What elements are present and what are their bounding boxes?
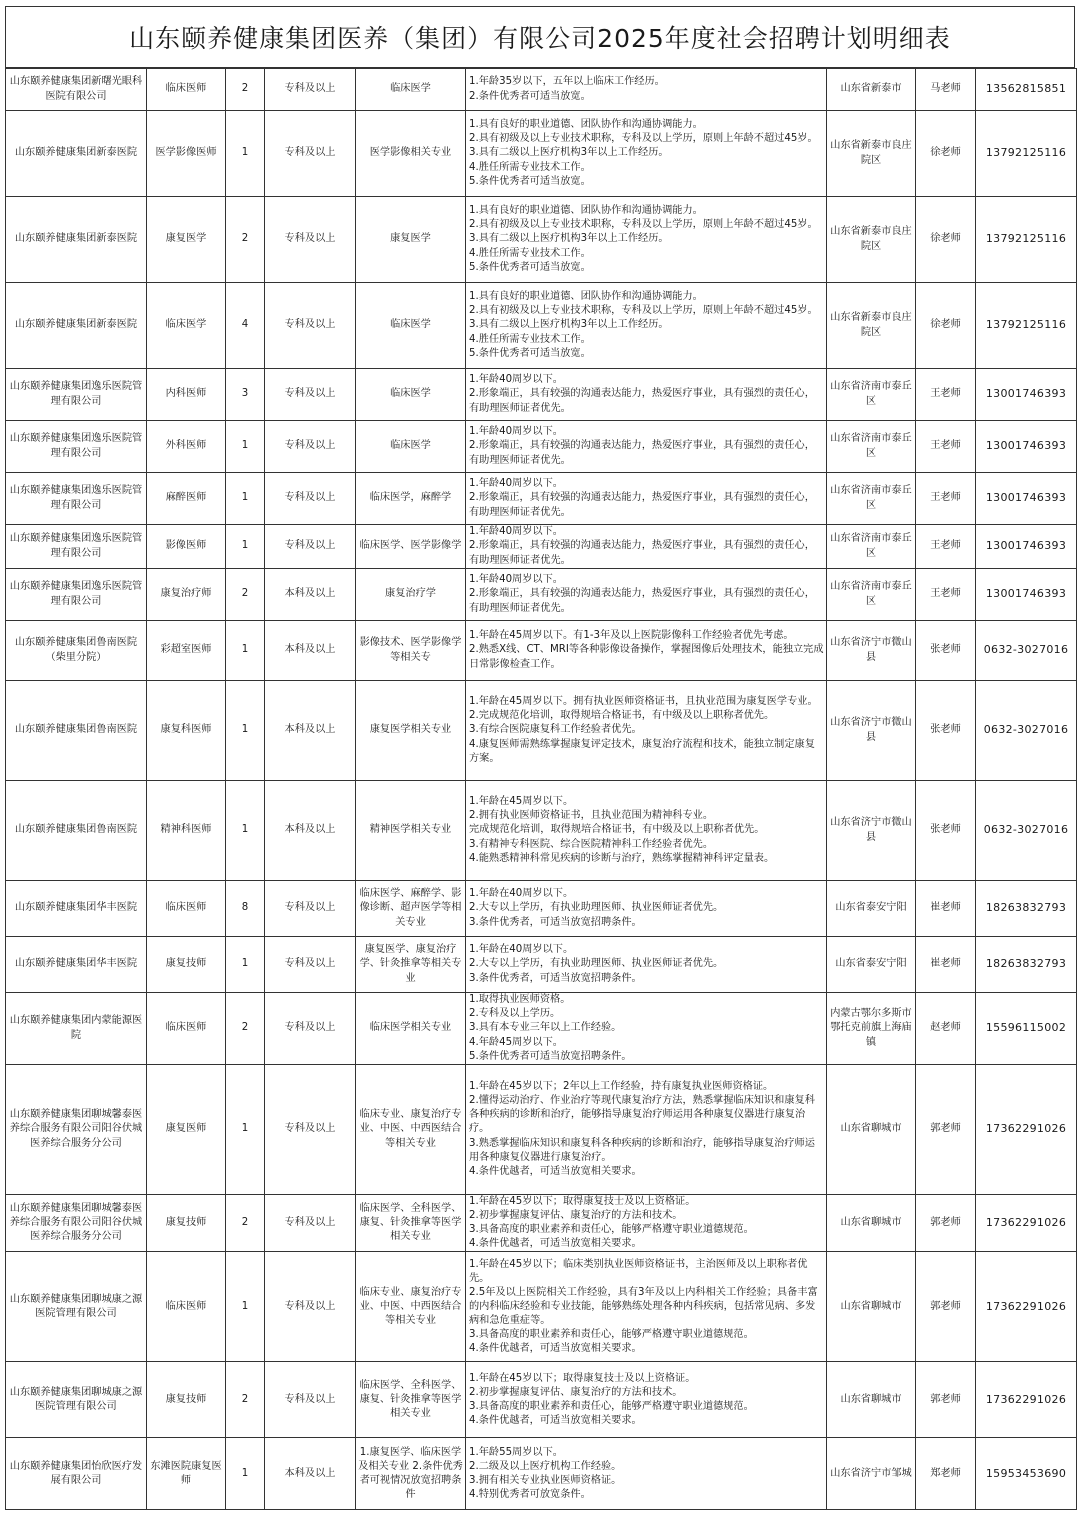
contact-cell: 崔老师 xyxy=(916,881,976,937)
requirement-line: 2.具有初级及以上专业技术职称，专科及以上学历，原则上年龄不超过45岁。 xyxy=(469,305,818,317)
table-row xyxy=(6,421,1077,473)
major-cell: 临床医学 xyxy=(356,283,466,369)
company-cell: 山东颐养健康集团鲁南医院（柴里分院） xyxy=(6,621,147,681)
table-row xyxy=(6,1065,1077,1195)
contact-cell: 王老师 xyxy=(916,525,976,569)
count-cell: 2 xyxy=(226,993,265,1065)
company-cell: 山东颐养健康集团新曙光眼科医院有限公司 xyxy=(6,69,147,111)
requirement-line: 4.能熟悉精神科常见疾病的诊断与治疗，熟练掌握精神科评定量表。 xyxy=(469,852,775,864)
table-row xyxy=(6,111,1077,197)
table-row xyxy=(6,1252,1077,1362)
company-cell: 山东颐养健康集团鲁南医院 xyxy=(6,681,147,781)
contact-cell: 王老师 xyxy=(916,369,976,421)
requirement-line: 3.熟悉掌握临床知识和康复科各种疾病的诊断和治疗，能够指导康复治疗师运用各种康复仪器进行康复治疗。 xyxy=(469,1137,815,1163)
position-cell: 内科医师 xyxy=(147,369,226,421)
education-cell: 专科及以上 xyxy=(265,69,356,111)
requirement-line: 2.初步掌握康复评估、康复治疗的方法和技术。 xyxy=(469,1210,683,1222)
major-cell: 临床医学 xyxy=(356,69,466,111)
location-cell: 内蒙古鄂尔多斯市鄂托克前旗上海庙镇 xyxy=(827,993,916,1065)
requirement-line: 2.形象端正，具有较强的沟通表达能力，热爱医疗事业，具有强烈的责任心，有助理医师证者优先。 xyxy=(469,588,815,614)
education-cell: 专科及以上 xyxy=(265,369,356,421)
requirement-line: 1.年龄在45岁以下；临床类别执业医师资格证书，主治医师及以上职称者优先。 xyxy=(469,1258,808,1284)
contact-cell: 张老师 xyxy=(916,781,976,881)
phone-cell: 0632-3027016 xyxy=(976,621,1077,681)
requirement-line: 1.年龄在45岁以下；取得康复技士及以上资格证。 xyxy=(469,1372,696,1384)
location-cell: 山东省济宁市微山县 xyxy=(827,621,916,681)
recruitment-table xyxy=(5,68,1077,1510)
position-cell: 临床医师 xyxy=(147,69,226,111)
phone-cell: 13001746393 xyxy=(976,421,1077,473)
position-cell: 影像医师 xyxy=(147,525,226,569)
phone-cell: 13562815851 xyxy=(976,69,1077,111)
requirement-line: 4.条件优越者，可适当放宽相关要求。 xyxy=(469,1165,642,1177)
major-cell: 精神医学相关专业 xyxy=(356,781,466,881)
table-body xyxy=(6,69,1077,1510)
location-cell: 山东省聊城市 xyxy=(827,1362,916,1438)
requirement-line: 3.有精神专科医院、综合医院精神科工作经验者优先。 xyxy=(469,838,714,850)
location-cell: 山东省济南市泰丘区 xyxy=(827,569,916,621)
position-cell: 康复技师 xyxy=(147,937,226,993)
requirement-line: 2.拥有执业医师资格证书，且执业范围为精神科专业。 xyxy=(469,810,714,822)
education-cell: 专科及以上 xyxy=(265,1252,356,1362)
requirement-line: 4.条件优越者，可适当放宽相关要求。 xyxy=(469,1414,642,1426)
location-cell: 山东省聊城市 xyxy=(827,1065,916,1195)
requirements-cell xyxy=(466,569,827,621)
count-cell: 3 xyxy=(226,369,265,421)
position-cell: 康复治疗师 xyxy=(147,569,226,621)
requirement-line: 1.年龄在45周岁以下。有1-3年及以上医院影像科工作经验者优先考虑。 xyxy=(469,630,794,642)
requirement-line: 5.条件优秀者可适当放宽。 xyxy=(469,175,591,187)
major-cell: 临床医学、麻醉学、影像诊断、超声医学等相关专业 xyxy=(356,881,466,937)
requirement-line: 4.康复医师需熟练掌握康复评定技术，康复治疗流程和技术，能独立制定康复方案。 xyxy=(469,738,815,764)
contact-cell: 徐老师 xyxy=(916,283,976,369)
phone-cell: 13792125116 xyxy=(976,111,1077,197)
requirement-line: 1.年龄40周岁以下。 xyxy=(469,426,563,438)
page-title: 山东颐养健康集团医养（集团）有限公司2025年度社会招聘计划明细表 xyxy=(129,24,951,53)
education-cell: 本科及以上 xyxy=(265,569,356,621)
requirement-line: 2.形象端正，具有较强的沟通表达能力，热爱医疗事业，具有强烈的责任心，有助理医师证者优先。 xyxy=(469,440,815,466)
company-cell: 山东颐养健康集团华丰医院 xyxy=(6,937,147,993)
position-cell: 东滩医院康复医师 xyxy=(147,1438,226,1510)
phone-cell: 13001746393 xyxy=(976,473,1077,525)
position-cell: 临床医师 xyxy=(147,881,226,937)
requirement-line: 2.具有初级及以上专业技术职称，专科及以上学历，原则上年龄不超过45岁。 xyxy=(469,133,818,145)
location-cell: 山东省济南市泰丘区 xyxy=(827,369,916,421)
location-cell: 山东省济宁市微山县 xyxy=(827,681,916,781)
count-cell: 2 xyxy=(226,197,265,283)
position-cell: 康复医师 xyxy=(147,1065,226,1195)
requirement-line: 2.形象端正，具有较强的沟通表达能力，热爱医疗事业，具有强烈的责任心，有助理医师证者优先。 xyxy=(469,388,815,414)
requirements-cell xyxy=(466,473,827,525)
company-cell: 山东颐养健康集团鲁南医院 xyxy=(6,781,147,881)
table-row xyxy=(6,369,1077,421)
requirement-line: 5.条件优秀者可适当放宽招聘条件。 xyxy=(469,1050,632,1062)
table-row xyxy=(6,681,1077,781)
requirement-line: 4.条件优越者，可适当放宽相关要求。 xyxy=(469,1343,642,1355)
requirement-line: 2.熟悉X线、CT、MRI等各种影像设备操作，掌握图像后处理技术，能独立完成日常影像检查工作。 xyxy=(469,644,824,670)
table-row xyxy=(6,621,1077,681)
phone-cell: 0632-3027016 xyxy=(976,781,1077,881)
requirement-line: 3.具有本专业三年以上工作经验。 xyxy=(469,1022,622,1034)
count-cell: 4 xyxy=(226,283,265,369)
table-row xyxy=(6,69,1077,111)
major-cell: 康复医学相关专业 xyxy=(356,681,466,781)
position-cell: 临床医学 xyxy=(147,283,226,369)
requirements-cell xyxy=(466,69,827,111)
requirement-line: 1.年龄40周岁以下。 xyxy=(469,374,563,386)
requirement-line: 1.具有良好的职业道德、团队协作和沟通协调能力。 xyxy=(469,291,703,303)
requirement-line: 1.年龄55周岁以下。 xyxy=(469,1446,563,1458)
requirements-cell xyxy=(466,937,827,993)
table-row xyxy=(6,993,1077,1065)
requirement-line: 2.大专以上学历，有执业助理医师、执业医师证者优先。 xyxy=(469,902,724,914)
requirement-line: 2.具有初级及以上专业技术职称，专科及以上学历，原则上年龄不超过45岁。 xyxy=(469,219,818,231)
count-cell: 1 xyxy=(226,621,265,681)
count-cell: 1 xyxy=(226,421,265,473)
requirements-cell xyxy=(466,993,827,1065)
requirement-line: 4.特别优秀者可放宽条件。 xyxy=(469,1488,591,1500)
table-row xyxy=(6,1438,1077,1510)
requirements-cell xyxy=(466,881,827,937)
count-cell: 1 xyxy=(226,781,265,881)
location-cell: 山东省济宁市邹城 xyxy=(827,1438,916,1510)
location-cell: 山东省新泰市良庄院区 xyxy=(827,197,916,283)
company-cell: 山东颐养健康集团新泰医院 xyxy=(6,111,147,197)
contact-cell: 徐老师 xyxy=(916,111,976,197)
requirement-line: 3.条件优秀者，可适当放宽招聘条件。 xyxy=(469,972,642,984)
requirements-cell xyxy=(466,283,827,369)
contact-cell: 郭老师 xyxy=(916,1362,976,1438)
contact-cell: 马老师 xyxy=(916,69,976,111)
contact-cell: 王老师 xyxy=(916,421,976,473)
requirement-line: 4.条件优越者，可适当放宽相关要求。 xyxy=(469,1238,642,1250)
table-row xyxy=(6,569,1077,621)
count-cell: 1 xyxy=(226,937,265,993)
table-row xyxy=(6,937,1077,993)
count-cell: 2 xyxy=(226,1195,265,1252)
major-cell: 康复医学、康复治疗学、针灸推拿等相关专业 xyxy=(356,937,466,993)
education-cell: 专科及以上 xyxy=(265,197,356,283)
table-row xyxy=(6,197,1077,283)
requirement-line: 4.年龄45周岁以下。 xyxy=(469,1036,563,1048)
phone-cell: 17362291026 xyxy=(976,1195,1077,1252)
requirement-line: 3.具备高度的职业素养和责任心，能够严格遵守职业道德规范。 xyxy=(469,1329,754,1341)
count-cell: 1 xyxy=(226,681,265,781)
education-cell: 本科及以上 xyxy=(265,781,356,881)
company-cell: 山东颐养健康集团聊城馨泰医养综合服务有限公司阳谷伏城医养综合服务分公司 xyxy=(6,1065,147,1195)
company-cell: 山东颐养健康集团逸乐医院管理有限公司 xyxy=(6,569,147,621)
requirement-line: 1.年龄在40周岁以下。 xyxy=(469,888,574,900)
position-cell: 临床医师 xyxy=(147,993,226,1065)
contact-cell: 王老师 xyxy=(916,473,976,525)
position-cell: 康复技师 xyxy=(147,1362,226,1438)
contact-cell: 郭老师 xyxy=(916,1195,976,1252)
major-cell: 临床医学、医学影像学 xyxy=(356,525,466,569)
phone-cell: 17362291026 xyxy=(976,1362,1077,1438)
requirements-cell xyxy=(466,1252,827,1362)
requirements-cell xyxy=(466,1195,827,1252)
position-cell: 彩超室医师 xyxy=(147,621,226,681)
requirements-cell xyxy=(466,111,827,197)
requirement-line: 3.具备高度的职业素养和责任心，能够严格遵守职业道德规范。 xyxy=(469,1400,754,1412)
education-cell: 专科及以上 xyxy=(265,111,356,197)
education-cell: 专科及以上 xyxy=(265,1195,356,1252)
education-cell: 专科及以上 xyxy=(265,1065,356,1195)
requirements-cell xyxy=(466,681,827,781)
requirement-line: 3.拥有相关专业执业医师资格证。 xyxy=(469,1474,622,1486)
company-cell: 山东颐养健康集团聊城馨泰医养综合服务有限公司阳谷伏城医养综合服务分公司 xyxy=(6,1195,147,1252)
major-cell: 临床专业、康复治疗专业、中医、中西医结合等相关专业 xyxy=(356,1065,466,1195)
requirement-line: 3.具备高度的职业素养和责任心，能够严格遵守职业道德规范。 xyxy=(469,1224,754,1236)
count-cell: 1 xyxy=(226,1065,265,1195)
company-cell: 山东颐养健康集团逸乐医院管理有限公司 xyxy=(6,369,147,421)
table-row xyxy=(6,283,1077,369)
table-row xyxy=(6,525,1077,569)
requirement-line: 1.年龄在40周岁以下。 xyxy=(469,944,574,956)
major-cell: 康复治疗学 xyxy=(356,569,466,621)
position-cell: 临床医师 xyxy=(147,1252,226,1362)
requirement-line: 1.年龄40周岁以下。 xyxy=(469,526,563,538)
company-cell: 山东颐养健康集团新泰医院 xyxy=(6,283,147,369)
requirement-line: 1.取得执业医师资格。 xyxy=(469,994,571,1006)
company-cell: 山东颐养健康集团聊城康之源医院管理有限公司 xyxy=(6,1252,147,1362)
location-cell: 山东省济南市泰丘区 xyxy=(827,525,916,569)
education-cell: 专科及以上 xyxy=(265,1362,356,1438)
phone-cell: 15953453690 xyxy=(976,1438,1077,1510)
education-cell: 专科及以上 xyxy=(265,283,356,369)
location-cell: 山东省泰安宁阳 xyxy=(827,937,916,993)
requirements-cell xyxy=(466,197,827,283)
requirement-line: 1.年龄在45岁以下；取得康复技士及以上资格证。 xyxy=(469,1196,696,1207)
phone-cell: 13792125116 xyxy=(976,283,1077,369)
contact-cell: 张老师 xyxy=(916,681,976,781)
contact-cell: 郑老师 xyxy=(916,1438,976,1510)
major-cell: 临床医学相关专业 xyxy=(356,993,466,1065)
location-cell: 山东省济南市泰丘区 xyxy=(827,421,916,473)
count-cell: 2 xyxy=(226,569,265,621)
requirement-line: 2.初步掌握康复评估、康复治疗的方法和技术。 xyxy=(469,1386,683,1398)
requirement-line: 2.条件优秀者可适当放宽。 xyxy=(469,90,591,102)
company-cell: 山东颐养健康集团逸乐医院管理有限公司 xyxy=(6,473,147,525)
company-cell: 山东颐养健康集团华丰医院 xyxy=(6,881,147,937)
education-cell: 专科及以上 xyxy=(265,421,356,473)
major-cell: 临床医学 xyxy=(356,369,466,421)
requirement-line: 1.年龄40周岁以下。 xyxy=(469,478,563,490)
company-cell: 山东颐养健康集团逸乐医院管理有限公司 xyxy=(6,421,147,473)
contact-cell: 徐老师 xyxy=(916,197,976,283)
requirements-cell xyxy=(466,421,827,473)
major-cell: 1.康复医学、临床医学及相关专业 2.条件优秀者可视情况放宽招聘条件 xyxy=(356,1438,466,1510)
education-cell: 专科及以上 xyxy=(265,881,356,937)
requirements-cell xyxy=(466,781,827,881)
phone-cell: 13792125116 xyxy=(976,197,1077,283)
position-cell: 康复医学 xyxy=(147,197,226,283)
education-cell: 本科及以上 xyxy=(265,1438,356,1510)
requirements-cell xyxy=(466,1438,827,1510)
phone-cell: 17362291026 xyxy=(976,1065,1077,1195)
requirement-line: 1.具有良好的职业道德、团队协作和沟通协调能力。 xyxy=(469,205,703,217)
phone-cell: 18263832793 xyxy=(976,881,1077,937)
requirement-line: 1.年龄35岁以下，五年以上临床工作经历。 xyxy=(469,76,665,88)
requirement-line: 3.条件优秀者，可适当放宽招聘条件。 xyxy=(469,916,642,928)
requirements-cell xyxy=(466,369,827,421)
phone-cell: 17362291026 xyxy=(976,1252,1077,1362)
location-cell: 山东省新泰市良庄院区 xyxy=(827,111,916,197)
company-cell: 山东颐养健康集团内蒙能源医院 xyxy=(6,993,147,1065)
requirement-line: 1.年龄在45周岁以下。拥有执业医师资格证书，且执业范围为康复医学专业。 xyxy=(469,696,818,708)
phone-cell: 13001746393 xyxy=(976,569,1077,621)
position-cell: 医学影像医师 xyxy=(147,111,226,197)
location-cell: 山东省济宁市微山县 xyxy=(827,781,916,881)
phone-cell: 13001746393 xyxy=(976,369,1077,421)
major-cell: 临床医学、全科医学、康复、针灸推拿等医学相关专业 xyxy=(356,1362,466,1438)
location-cell: 山东省新泰市 xyxy=(827,69,916,111)
count-cell: 2 xyxy=(226,69,265,111)
count-cell: 1 xyxy=(226,473,265,525)
requirement-line: 1.具有良好的职业道德、团队协作和沟通协调能力。 xyxy=(469,119,703,131)
location-cell: 山东省泰安宁阳 xyxy=(827,881,916,937)
table-row xyxy=(6,1195,1077,1252)
major-cell: 临床医学，麻醉学 xyxy=(356,473,466,525)
requirement-line: 3.有综合医院康复科工作经验者优先。 xyxy=(469,724,642,736)
count-cell: 2 xyxy=(226,1362,265,1438)
requirement-line: 2.专科及以上学历。 xyxy=(469,1008,561,1020)
contact-cell: 郭老师 xyxy=(916,1065,976,1195)
location-cell: 山东省聊城市 xyxy=(827,1252,916,1362)
position-cell: 精神科医师 xyxy=(147,781,226,881)
requirement-line: 5.条件优秀者可适当放宽。 xyxy=(469,261,591,273)
education-cell: 本科及以上 xyxy=(265,621,356,681)
requirement-line: 3.具有二级以上医疗机构3年以上工作经历。 xyxy=(469,147,669,159)
requirement-line: 完成规范化培训，取得规培合格证书，有中级及以上职称者优先。 xyxy=(469,824,765,836)
company-cell: 山东颐养健康集团聊城康之源医院管理有限公司 xyxy=(6,1362,147,1438)
position-cell: 外科医师 xyxy=(147,421,226,473)
count-cell: 1 xyxy=(226,525,265,569)
requirement-line: 3.具有二级以上医疗机构3年以上工作经历。 xyxy=(469,319,669,331)
major-cell: 临床医学、全科医学、康复、针灸推拿等医学相关专业 xyxy=(356,1195,466,1252)
requirement-line: 1.年龄在45岁以下；2年以上工作经验，持有康复执业医师资格证。 xyxy=(469,1081,774,1093)
table-row xyxy=(6,881,1077,937)
requirement-line: 4.胜任所需专业技术工作。 xyxy=(469,161,591,173)
requirements-cell xyxy=(466,1065,827,1195)
requirement-line: 2.二级及以上医疗机构工作经验。 xyxy=(469,1460,622,1472)
education-cell: 专科及以上 xyxy=(265,993,356,1065)
education-cell: 专科及以上 xyxy=(265,473,356,525)
requirement-line: 1.年龄在45周岁以下。 xyxy=(469,796,574,808)
location-cell: 山东省济南市泰丘区 xyxy=(827,473,916,525)
requirements-cell xyxy=(466,1362,827,1438)
location-cell: 山东省聊城市 xyxy=(827,1195,916,1252)
contact-cell: 崔老师 xyxy=(916,937,976,993)
education-cell: 专科及以上 xyxy=(265,525,356,569)
phone-cell: 18263832793 xyxy=(976,937,1077,993)
count-cell: 8 xyxy=(226,881,265,937)
requirements-cell xyxy=(466,621,827,681)
count-cell: 1 xyxy=(226,1438,265,1510)
major-cell: 临床医学 xyxy=(356,421,466,473)
major-cell: 医学影像相关专业 xyxy=(356,111,466,197)
company-cell: 山东颐养健康集团新泰医院 xyxy=(6,197,147,283)
education-cell: 本科及以上 xyxy=(265,681,356,781)
education-cell: 专科及以上 xyxy=(265,937,356,993)
contact-cell: 郭老师 xyxy=(916,1252,976,1362)
count-cell: 1 xyxy=(226,111,265,197)
requirement-line: 2.大专以上学历，有执业助理医师、执业医师证者优先。 xyxy=(469,958,724,970)
major-cell: 康复医学 xyxy=(356,197,466,283)
position-cell: 康复技师 xyxy=(147,1195,226,1252)
contact-cell: 王老师 xyxy=(916,569,976,621)
contact-cell: 赵老师 xyxy=(916,993,976,1065)
table-row xyxy=(6,781,1077,881)
title-box xyxy=(5,6,1075,68)
table-row xyxy=(6,1362,1077,1438)
major-cell: 影像技术、医学影像学等相关专 xyxy=(356,621,466,681)
requirement-line: 2.形象端正，具有较强的沟通表达能力，热爱医疗事业，具有强烈的责任心，有助理医师证者优先。 xyxy=(469,540,815,566)
major-cell: 临床专业、康复治疗专业、中医、中西医结合等相关专业 xyxy=(356,1252,466,1362)
phone-cell: 15596115002 xyxy=(976,993,1077,1065)
table-row xyxy=(6,473,1077,525)
phone-cell: 0632-3027016 xyxy=(976,681,1077,781)
requirement-line: 1.年龄40周岁以下。 xyxy=(469,574,563,586)
requirement-line: 3.具有二级以上医疗机构3年以上工作经历。 xyxy=(469,233,669,245)
requirement-line: 2.形象端正，具有较强的沟通表达能力，热爱医疗事业，具有强烈的责任心，有助理医师证者优先。 xyxy=(469,492,815,518)
company-cell: 山东颐养健康集团怡欣医疗发展有限公司 xyxy=(6,1438,147,1510)
requirement-line: 2.5年及以上医院相关工作经验，具有3年及以上内科相关工作经验；具备丰富的内科临床经验和专业技能，能够熟练处理各种内科疾病，包括常见病、多发病和急危重症等。 xyxy=(469,1286,818,1326)
location-cell: 山东省新泰市良庄院区 xyxy=(827,283,916,369)
count-cell: 1 xyxy=(226,1252,265,1362)
position-cell: 麻醉医师 xyxy=(147,473,226,525)
requirement-line: 2.懂得运动治疗、作业治疗等现代康复治疗方法，熟悉掌握临床知识和康复科各种疾病的诊断和治疗，能够指导康复治疗师运用各种康复仪器进行康复治疗。 xyxy=(469,1095,815,1135)
requirement-line: 4.胜任所需专业技术工作。 xyxy=(469,333,591,345)
position-cell: 康复科医师 xyxy=(147,681,226,781)
requirement-line: 4.胜任所需专业技术工作。 xyxy=(469,247,591,259)
requirement-line: 2.完成规范化培训，取得规培合格证书，有中级及以上职称者优先。 xyxy=(469,710,775,722)
company-cell: 山东颐养健康集团逸乐医院管理有限公司 xyxy=(6,525,147,569)
contact-cell: 张老师 xyxy=(916,621,976,681)
requirement-line: 5.条件优秀者可适当放宽。 xyxy=(469,347,591,359)
phone-cell: 13001746393 xyxy=(976,525,1077,569)
requirements-cell xyxy=(466,525,827,569)
